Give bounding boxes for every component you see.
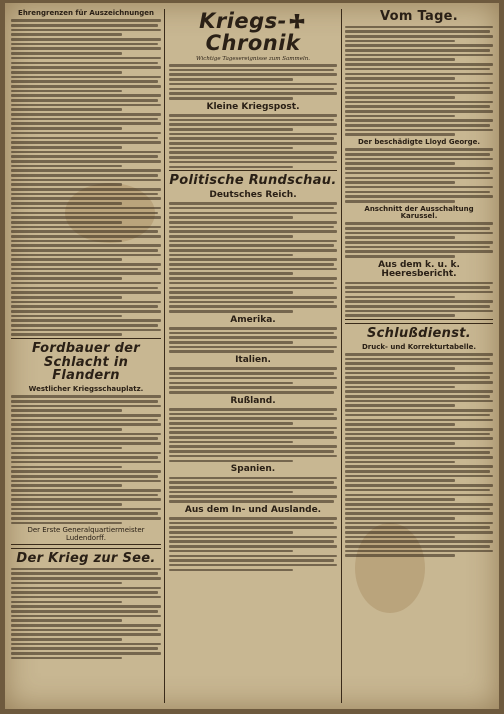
section-subheading: Aus dem In- und Auslande. [184, 504, 322, 515]
masthead-title [169, 10, 337, 54]
article-text [345, 222, 493, 257]
section-subheading: Spanien. [230, 464, 276, 475]
section-subheading: Rußland. [230, 395, 276, 406]
article-heading: Der Krieg zur See. [16, 551, 156, 567]
section-subheading: Deutsches Reich. [209, 189, 297, 200]
newspaper-page [5, 3, 499, 709]
article-text [169, 64, 337, 99]
column-center [169, 7, 337, 705]
divider [11, 338, 161, 339]
article-text [169, 327, 337, 353]
article-heading: Aus dem k. u. k. Heeresbericht. [378, 259, 460, 280]
section-subheading: Druck- und Korrekturtabelle. [361, 342, 477, 351]
article-text [11, 568, 161, 660]
article-text [345, 353, 493, 557]
masthead-word-right: Chronik [205, 31, 301, 56]
article-text [169, 477, 337, 503]
article-text [169, 114, 337, 168]
article-heading: Vom Tage. [379, 9, 459, 24]
section-subheading: Amerika. [230, 314, 276, 325]
article-text [11, 19, 161, 336]
article-text [169, 517, 337, 571]
article-text [169, 408, 337, 462]
section-subheading: Italien. [235, 355, 271, 366]
section-subheading: Westlicher Kriegsschauplatz. [28, 384, 144, 393]
divider [11, 544, 161, 549]
signature-line: Der Erste Generalquartiermeister Ludendorff. [27, 526, 145, 542]
column-right [345, 7, 493, 705]
article-heading: Der beschädigte Lloyd George. [357, 138, 481, 147]
article-heading: Anschnitt der Ausschaltung Karussel. [364, 204, 474, 220]
section-heading: Schlußdienst. [366, 325, 471, 341]
column-divider [341, 9, 342, 703]
iron-cross-icon [289, 14, 305, 30]
article-text [169, 202, 337, 312]
divider [169, 170, 337, 171]
column-divider [164, 9, 165, 703]
column-left [11, 7, 161, 705]
section-heading: Politische Rundschau. [169, 173, 337, 189]
masthead-word-left: Kriegs- [199, 9, 287, 33]
article-text [345, 26, 493, 136]
article-text [345, 282, 493, 317]
article-text [345, 148, 493, 202]
article-heading: Ehrengrenzen für Auszeichnungen [18, 9, 154, 17]
article-heading: Kleine Kriegspost. [206, 101, 300, 112]
masthead-subtitle: Wichtige Tagesereignisse zum Sammeln. [195, 56, 311, 63]
article-heading: Fordbauer der Schlacht in Flandern [31, 341, 141, 384]
article-text [11, 395, 161, 524]
divider [345, 319, 493, 324]
article-text [169, 367, 337, 393]
